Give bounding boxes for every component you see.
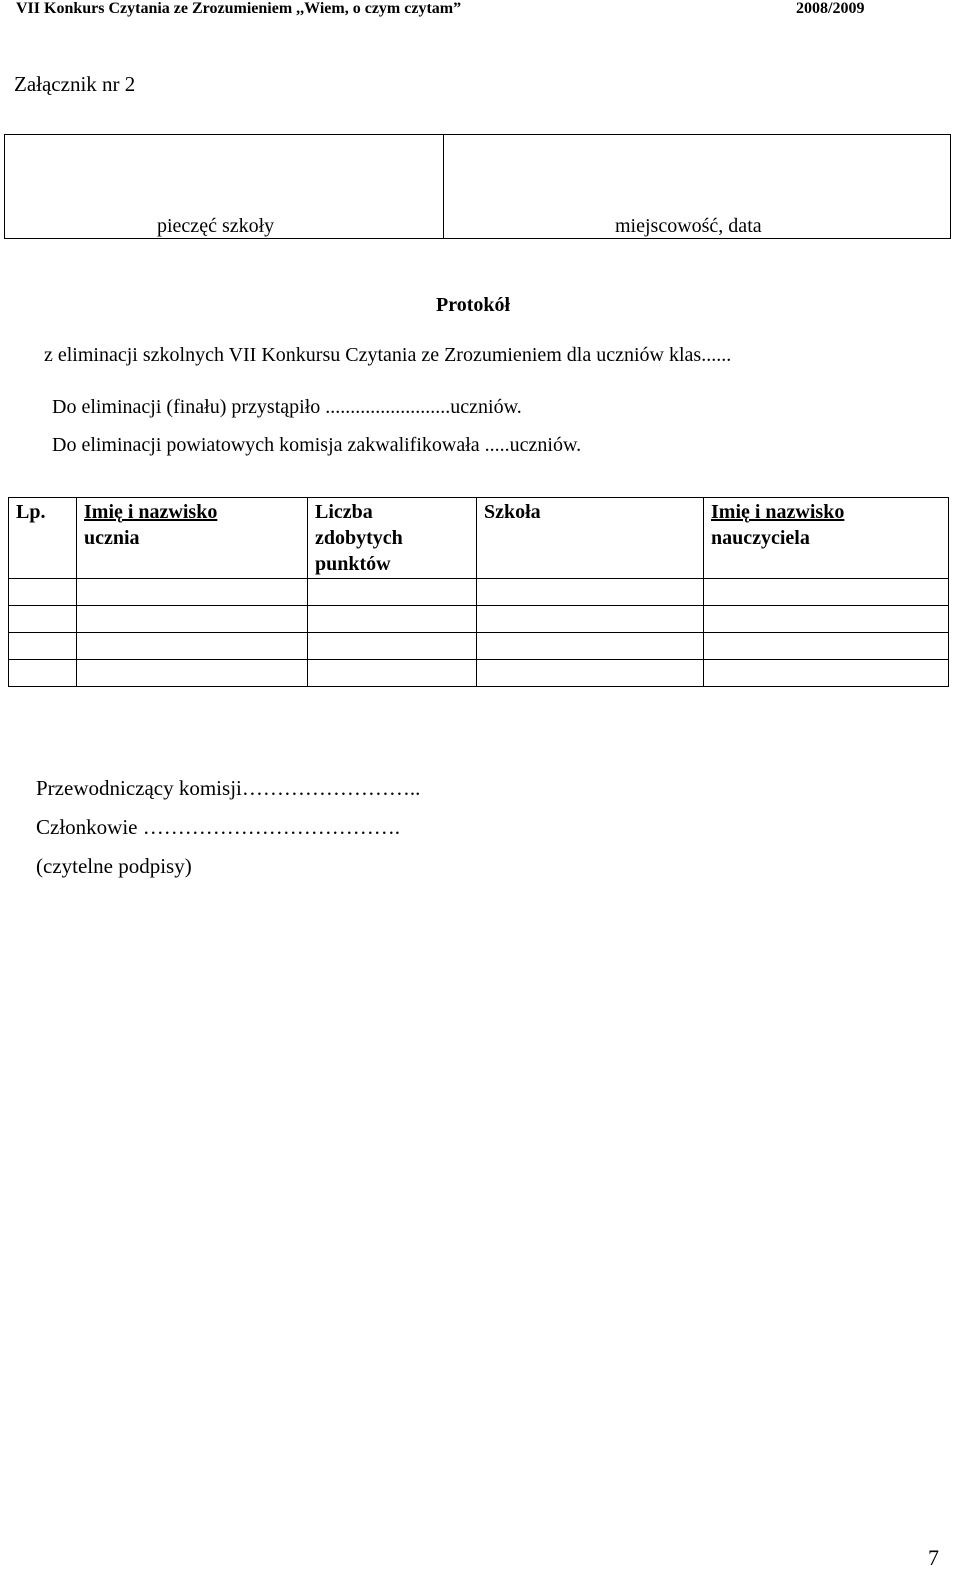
table-cell[interactable] (77, 606, 308, 633)
header-text: ucznia (84, 527, 140, 549)
header-teacher-name (704, 498, 949, 579)
header-text: zdobytych (315, 527, 403, 549)
table-cell[interactable] (308, 579, 477, 606)
header-text: Szkoła (484, 501, 541, 523)
document-header-title: VII Konkurs Czytania ze Zrozumieniem ,,Wiem, o czym czytam” (16, 0, 462, 17)
table-header-row (9, 498, 949, 579)
table-cell[interactable] (477, 660, 704, 687)
chair-signature-line: Przewodniczący komisji…………………….. (36, 776, 421, 800)
header-lp (9, 498, 77, 579)
table-cell[interactable] (9, 660, 77, 687)
table-cell[interactable] (704, 633, 949, 660)
header-text: Liczba (315, 501, 373, 523)
table-row (9, 660, 949, 687)
header-text: Imię i nazwisko (711, 501, 845, 523)
qualified-line: Do eliminacji powiatowych komisja zakwalifikowała .....uczniów. (52, 434, 582, 456)
table-cell[interactable] (9, 579, 77, 606)
header-text: punktów (315, 553, 391, 575)
table-cell[interactable] (477, 579, 704, 606)
table-row (9, 633, 949, 660)
table-row (9, 579, 949, 606)
place-date-caption: miejscowość, data (615, 215, 762, 237)
table-cell[interactable] (477, 633, 704, 660)
participants-line: Do eliminacji (finału) przystąpiło .........................uczniów. (52, 396, 522, 418)
protocol-title: Protokół (436, 294, 511, 316)
header-student-name (77, 498, 308, 579)
header-text: Lp. (16, 501, 46, 523)
stamp-box-divider (443, 135, 444, 238)
protocol-subtitle: z eliminacji szkolnych VII Konkursu Czytania ze Zrozumieniem dla uczniów klas...... (44, 344, 732, 366)
table-cell[interactable] (77, 579, 308, 606)
header-points (308, 498, 477, 579)
table-cell[interactable] (704, 606, 949, 633)
members-signature-line: Członkowie ………………………………. (36, 815, 400, 839)
attachment-label: Załącznik nr 2 (14, 72, 136, 96)
signature-note: (czytelne podpisy) (36, 854, 192, 878)
table-cell[interactable] (704, 579, 949, 606)
table-cell[interactable] (704, 660, 949, 687)
table-cell[interactable] (308, 633, 477, 660)
table-cell[interactable] (9, 633, 77, 660)
page-number: 7 (928, 1545, 939, 1570)
table-cell[interactable] (77, 633, 308, 660)
document-header-year: 2008/2009 (796, 0, 865, 17)
header-text: Imię i nazwisko (84, 501, 218, 523)
table-row (9, 606, 949, 633)
table-cell[interactable] (308, 660, 477, 687)
table-cell[interactable] (477, 606, 704, 633)
stamp-date-box (4, 134, 951, 239)
table-cell[interactable] (308, 606, 477, 633)
header-school (477, 498, 704, 579)
results-table (8, 497, 949, 687)
header-text: nauczyciela (711, 527, 810, 549)
table-cell[interactable] (77, 660, 308, 687)
table-cell[interactable] (9, 606, 77, 633)
school-stamp-caption: pieczęć szkoły (157, 215, 275, 237)
